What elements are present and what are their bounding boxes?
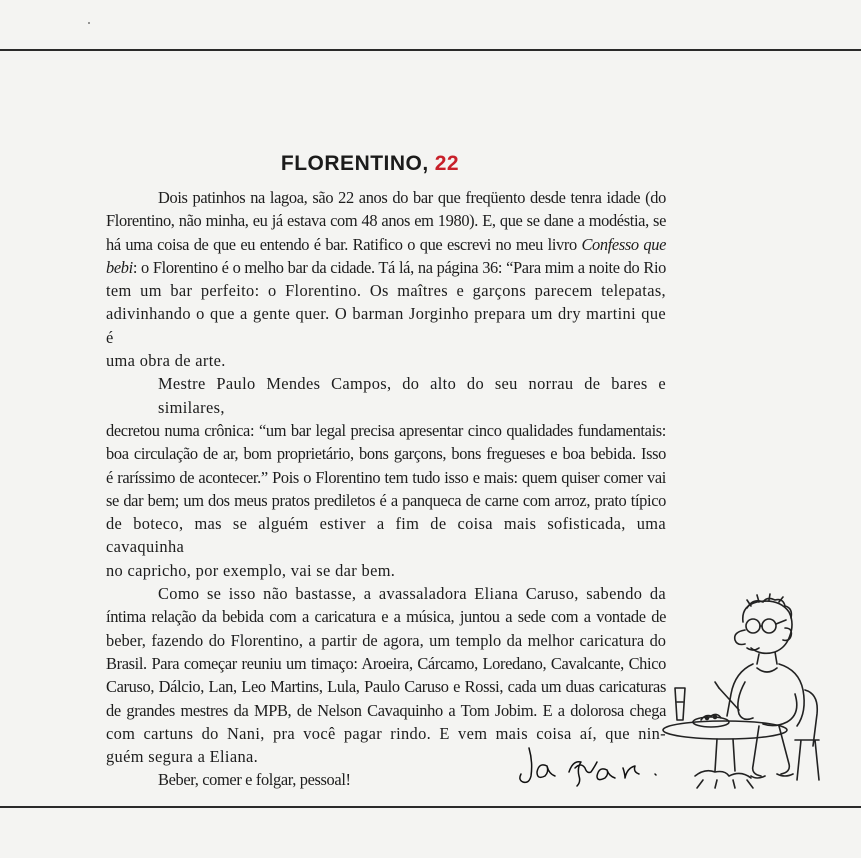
text-line [106, 699, 666, 722]
italic-title: bebi [106, 257, 133, 277]
text-line [106, 675, 666, 698]
paper-speck [88, 22, 90, 24]
line-text: guém segura a Eliana. [106, 747, 259, 767]
line-text: Mestre Paulo Mendes Campos, do alto do seu norrau de bares e similares, [158, 374, 666, 417]
text-line [106, 489, 666, 512]
line-text: de boteco, mas se alguém estiver a fim de coisa mais sofisticada, uma cavaquinha [106, 514, 666, 557]
text-line [106, 186, 666, 209]
text-line [106, 372, 666, 419]
title-number: 22 [434, 152, 460, 176]
line-text: decretou numa crônica: “um bar legal precisa apresentar cinco qualidades fundamentais: [106, 420, 666, 440]
text-line [106, 302, 666, 349]
line-text: : o Florentino é o melho bar da cidade. Tá lá, na página 36: “Para mim a noite do Rio [132, 257, 666, 277]
line-text: há uma coisa de que eu entendo é bar. Ratifico o que escrevi no meu livro [106, 234, 582, 254]
line-text: de grandes mestres da MPB, de Nelson Cavaquinho a Tom Jobim. E a dolorosa chega [106, 700, 666, 720]
text-line [106, 209, 666, 232]
text-line [106, 419, 666, 442]
line-text: Dois patinhos na lagoa, são 22 anos do bar que freqüento desde tenra idade (do [158, 188, 666, 207]
line-text: tem um bar perfeito: o Florentino. Os maîtres e garçons parecem telepatas, [106, 281, 666, 301]
line-text: Como se isso não bastasse, a avassaladora Eliana Caruso, sabendo da [158, 584, 666, 604]
line-text: íntima relação da bebida com a caricatura e a música, juntou a sede com a vontade de [106, 607, 666, 627]
top-rule [0, 49, 861, 51]
text-line [106, 279, 666, 302]
line-text: com cartuns do Nani, pra você pagar rindo. E vem mais coisa aí, que nin- [106, 723, 666, 743]
line-text: adivinhando o que a gente quer. O barman Jorginho prepara um dry martini que é [106, 304, 666, 347]
text-line [106, 512, 666, 559]
line-text: no capricho, por exemplo, vai se dar bem. [106, 560, 396, 580]
line-text: Brasil. Para começar reuniu um timaço: Aroeira, Cárcamo, Loredano, Cavalcante, Chico [106, 653, 666, 673]
line-text: Caruso, Dálcio, Lan, Leo Martins, Lula, Paulo Caruso e Rossi, cada um duas caricaturas [106, 677, 666, 697]
caricature-illustration [655, 590, 825, 800]
author-signature [515, 742, 675, 787]
italic-title: Confesso que [581, 234, 666, 254]
title-text: FLORENTINO, [280, 152, 429, 176]
line-text: beber, fazendo do Florentino, a partir de agora, um templo da melhor caricatura do [106, 630, 666, 650]
article-body [106, 186, 666, 792]
text-line [106, 605, 666, 628]
page-title [0, 152, 740, 176]
bottom-rule [0, 806, 861, 808]
line-text: boa circulação de ar, bom proprietário, bons garçons, bons fregueses e boa bebida. Isso [106, 444, 666, 464]
line-text: Florentino, não minha, eu já estava com 48 anos em 1980). E, que se dane a modéstia, se [106, 211, 666, 231]
text-line [106, 559, 666, 582]
text-line [106, 582, 666, 605]
line-text: se dar bem; um dos meus pratos prediletos é a panqueca de carne com arroz, prato típico [106, 490, 666, 510]
text-line [106, 442, 666, 465]
line-text: Beber, comer e folgar, pessoal! [158, 770, 351, 790]
text-line [106, 233, 666, 256]
text-line [106, 629, 666, 652]
line-text: é raríssimo de acontecer.” Pois o Florentino tem tudo isso e mais: quem quiser comer vai [106, 467, 666, 487]
text-line [106, 256, 666, 279]
text-line [106, 349, 666, 372]
text-line [106, 652, 666, 675]
text-line [106, 466, 666, 489]
line-text: uma obra de arte. [106, 351, 226, 371]
